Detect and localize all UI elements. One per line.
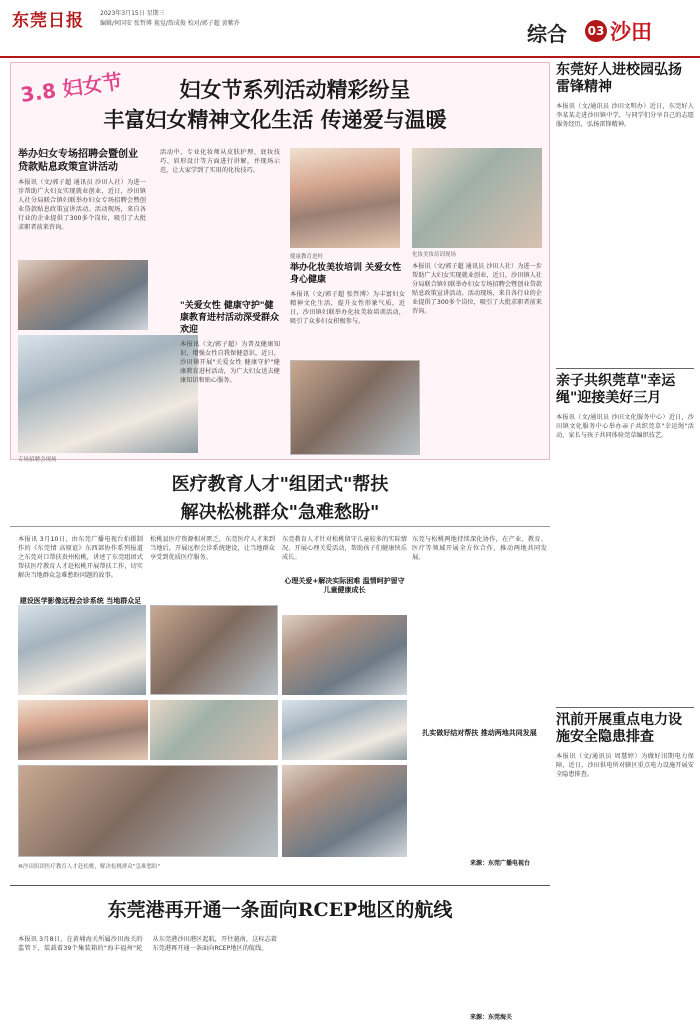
- article3-source: 来源：东莞海关: [470, 1014, 513, 1021]
- feature-title-line1: 妇女节系列活动精彩纷呈: [179, 77, 411, 102]
- students-photo: [150, 700, 278, 760]
- feature-column-3: [290, 262, 405, 350]
- right-column: [556, 62, 694, 1022]
- classroom-photo: [282, 615, 407, 695]
- article2-column-4: [412, 535, 547, 738]
- section-name: 沙田: [610, 20, 652, 44]
- makeup-photo-2: [412, 148, 542, 248]
- article2-column-3: [282, 535, 407, 595]
- crowd-photo: [18, 765, 278, 857]
- recruitment-photo: [18, 335, 198, 453]
- right-headline-3: 汛前开展重点电力设施安全隐患排查: [556, 712, 682, 745]
- right-headline-1: 东莞好人进校园弘扬雷锋精神: [556, 62, 682, 95]
- date-line: 2023年3月15日 星期三: [100, 10, 165, 17]
- clinic-photo: [18, 605, 146, 695]
- section-number: 03: [585, 20, 607, 42]
- hospital-photo: [150, 605, 278, 695]
- divider: [10, 526, 550, 527]
- feature-column-4: [412, 262, 542, 452]
- article3-body-wrap: [18, 935, 546, 1017]
- feature-body-2: 本报讯（文/郭子超）为普及健康知识，增强女性自我保健意识，近日，沙田镇开展"关爱女性 健康守护"健康教育进村活动，为广大妇女送去健康知识和贴心服务。: [180, 341, 280, 384]
- article2-subhead-3: 扎实做好结对帮扶 推动两地共同发展: [422, 729, 537, 737]
- newspaper-logo: 东莞日报: [12, 11, 84, 31]
- article3-body: 本报讯 3月8日，在黄埔海关所属沙田海关的监管下，装载着39个集装箱的"海丰福州"轮从东莞港沙田港区起航，开往越南，这标志着东莞港再开通一条面向RCEP地区的航线。: [18, 936, 277, 952]
- feature-subhead-3: 举办化妆美妆培训 关爱女性身心健康: [290, 263, 402, 285]
- article2-body-4: 东莞与松桃两地持续深化协作，在产业、教育、医疗等领域开展全方位合作，推动两地共同发展。: [412, 536, 547, 561]
- divider: [556, 368, 694, 369]
- feature-body-1: 本报讯（文/郭子超 通讯员 沙田人社）为进一步帮助广大妇女实现就业创业，近日，沙田镇人社分局联合镇妇联举办妇女专场招聘会暨创业贷款贴息政策宣讲活动。活动现场，来自各行业的企业提供了300多个岗位，吸引了大批求职者前来咨询。: [18, 179, 146, 231]
- kids-photo: [282, 700, 407, 760]
- feature-body-5: 本报讯（文/郭子超 通讯员 沙田人社）为进一步帮助广大妇女实现就业创业，近日，沙田镇人社分局联合镇妇联举办妇女专场招聘会暨创业贷款贴息政策宣讲活动。活动现场，来自各行业的企业提供了300多个岗位，吸引了大批求职者前来咨询。: [412, 263, 542, 315]
- womens-day-badge: 3.8 妇女节: [19, 68, 124, 107]
- article2-title-line2: 解决松桃群众"急难愁盼": [180, 502, 380, 523]
- health-photo: [290, 360, 420, 455]
- article2-body-3: 东莞教育人才针对松桃留守儿童较多的实际情况，开展心理关爱活动，帮助孩子们健康快乐成长。: [282, 536, 407, 561]
- right-body-1: 本报讯（文/通讯员 沙田文明办）近日，东莞好人李某某走进沙田镇中学，与同学们分享自己的志愿服务经历，弘扬雷锋精神。: [556, 103, 694, 128]
- fair-photo: [18, 260, 148, 330]
- feature-body-4: 活动中，专业化妆师从皮肤护理、底妆技巧、眉形设计等方面进行讲解，并现场示范，让大家学到了实用的化妆技巧。: [160, 149, 280, 174]
- article2-caption: ⑩沙田组团医疗教育人才赴松桃，解决松桃群众"急难愁盼": [18, 864, 160, 870]
- article2-source: 来源：东莞广播电视台: [470, 860, 531, 867]
- section-label: 综合: [527, 22, 567, 46]
- feature-column-2b: [180, 300, 280, 428]
- article2-title-line1: 医疗教育人才"组团式"帮扶: [171, 474, 389, 495]
- feature-body-3: 本报讯（文/郭子超 张哲博）为丰富妇女精神文化生活，提升女性形象气质，近日，沙田镇妇联举办化妆美妆培训活动，吸引了众多妇女积极参与。: [290, 291, 405, 325]
- makeup-photo-1: [290, 148, 400, 248]
- divider: [10, 885, 550, 886]
- right-body-2: 本报讯（文/通讯员 沙田文化服务中心）近日，沙田镇文化服务中心举办亲子共织莞草"幸运绳"活动，家长与孩子共同体验莞草编织技艺。: [556, 414, 694, 439]
- divider: [556, 707, 694, 708]
- article2-body-1: 本报讯 3月10日，由东莞广播电视台拍摄制作的《东莞情 高原谊》东西部协作系列报道之东莞对口帮扶贵州松桃，讲述了东莞组团式帮扶医疗教育人才赴松桃开展帮扶工作，切实解决当地群众急难愁盼问题的故事。: [18, 536, 143, 579]
- feature-subhead-1: 举办妇女专场招聘会暨创业贷款贴息政策宣讲活动: [18, 149, 138, 173]
- feature-column-2: [160, 148, 280, 298]
- article2-subhead-2: 心理关爱+解决实际困难 温情呵护留守儿童健康成长: [284, 577, 405, 594]
- article2-column-1: [18, 535, 143, 615]
- article2-subhead-1: 建设医学影像远程会诊系统 当地群众足: [19, 597, 142, 605]
- photo-caption-3: 健康教育进村: [290, 254, 324, 260]
- feature-title-line2: 丰富妇女精神文化生活 传递爱与温暖: [103, 107, 447, 132]
- article2-column-2: [150, 535, 275, 595]
- article2-body-2: 松桃县医疗资源相对匮乏，东莞医疗人才来到当地后，开展远程会诊系统建设，让当地群众享受到优质医疗服务。: [150, 536, 275, 561]
- right-headline-2: 亲子共织莞草"幸运绳"迎接美好三月: [556, 373, 676, 406]
- masthead: [0, 0, 700, 58]
- photo-caption-2: 化妆美妆培训现场: [412, 252, 457, 258]
- photo-caption-1: 专场招聘会现场: [18, 457, 57, 463]
- editors-line: 编辑/何国安 张哲博 视觉/詹成俊 校对/郭子超 黄紫乔: [100, 20, 240, 27]
- feature-subhead-2: "关爱女性 健康守护"健康教育进村活动深受群众欢迎: [180, 301, 280, 335]
- doctors-photo: [18, 700, 148, 760]
- exam-photo: [282, 765, 407, 857]
- article3-title: 东莞港再开通一条面向RCEP地区的航线: [107, 899, 453, 921]
- right-body-3: 本报讯（文/通讯员 周慧婷）为做好汛期电力保障，近日，沙田供电所对辖区重点电力设施开展安全隐患排查。: [556, 753, 694, 778]
